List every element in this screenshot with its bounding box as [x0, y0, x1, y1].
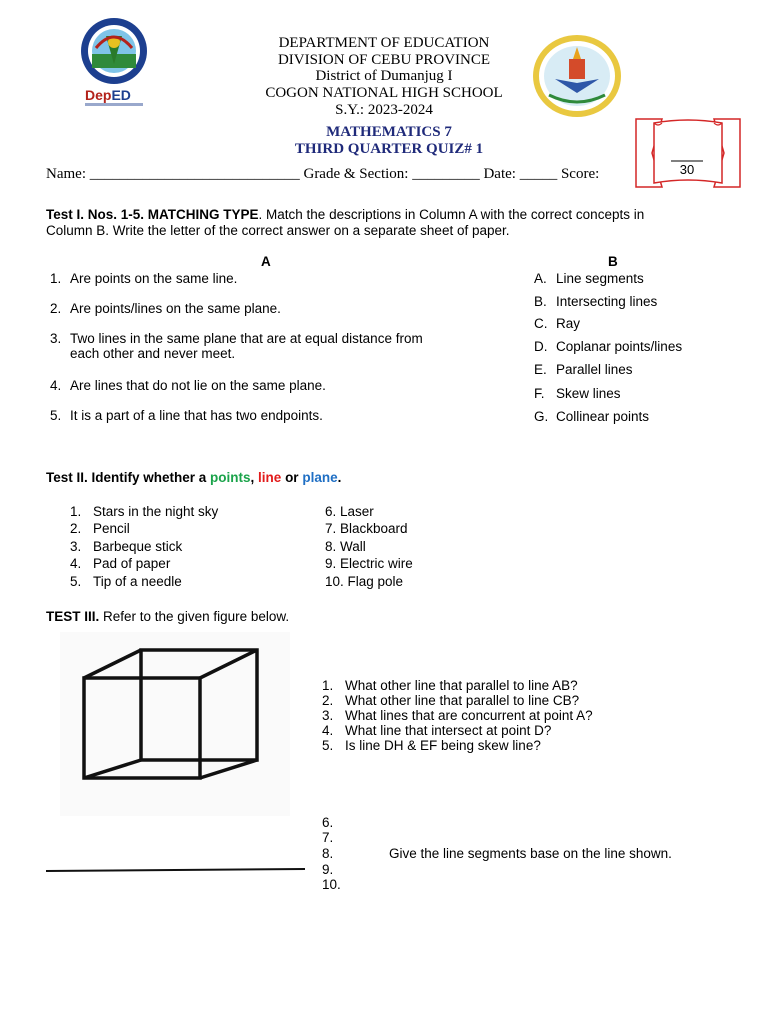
quiz-title: THIRD QUARTER QUIZ# 1: [294, 141, 484, 157]
column-a-item: 1. Are points on the same line.: [50, 271, 238, 286]
test2-item: 5. Tip of a needle: [70, 574, 182, 589]
cube-figure: [60, 632, 290, 816]
test1-instruction-part2: Column B. Write the letter of the correct answer on a separate sheet of paper.: [46, 223, 510, 238]
header-school: COGON NATIONAL HIGH SCHOOL: [265, 85, 503, 101]
answer-number: 9.: [322, 862, 334, 877]
column-a-item: 3. Two lines in the same plane that are at equal distance from: [50, 331, 423, 346]
column-b-header: B: [608, 254, 618, 269]
test2-item: 7. Blackboard: [325, 521, 408, 536]
test3-question: 5. Is line DH & EF being skew line?: [322, 738, 541, 753]
column-b-item: G. Collinear points: [534, 409, 650, 424]
column-a-header: A: [261, 254, 271, 269]
test3-question: 4. What line that intersect at point D?: [322, 723, 552, 738]
answer-number: 6.: [322, 815, 334, 830]
name-field[interactable]: ____________________________: [89, 166, 300, 182]
score-banner: [634, 117, 742, 189]
grade-section-field[interactable]: _________: [412, 166, 480, 182]
test2-item: 3. Barbeque stick: [70, 539, 183, 554]
test1-instructions: [46, 207, 736, 239]
column-a-item: 4. Are lines that do not lie on the same plane.: [50, 378, 326, 393]
test2-item: 6. Laser: [325, 504, 374, 519]
test3-question: 3. What lines that are concurrent at point A?: [322, 708, 593, 723]
score-label: Score:: [560, 166, 600, 182]
answer-number: 10.: [322, 877, 341, 892]
segment-instruction: Give the line segments base on the line shown.: [389, 846, 672, 861]
column-b-item: C. Ray: [534, 316, 581, 331]
test2-item: 10. Flag pole: [325, 574, 404, 589]
answer-number: 7.: [322, 830, 334, 845]
test3-question: 1. What other line that parallel to line AB?: [322, 678, 578, 693]
deped-logo: DepED: [85, 88, 145, 108]
test2-item: 9. Electric wire: [325, 556, 413, 571]
column-b-item: E. Parallel lines: [534, 362, 633, 377]
word-plane: plane: [302, 470, 338, 485]
test1-heading: Test I. Nos. 1-5. MATCHING TYPE: [46, 207, 259, 222]
word-points: points: [210, 470, 251, 485]
date-label: Date:: [483, 166, 516, 182]
test3-heading: TEST III.: [46, 609, 100, 624]
test3-heading-line: [46, 609, 289, 624]
word-line: line: [258, 470, 282, 485]
student-info-line: [46, 166, 599, 183]
column-b-item: F. Skew lines: [534, 386, 621, 401]
test2-heading: Test II. Identify whether a points, line or plane.: [46, 470, 342, 485]
line-figure: [46, 859, 305, 863]
subject-title: MATHEMATICS 7: [326, 124, 452, 140]
test3-question: 2. What other line that parallel to line CB?: [322, 693, 580, 708]
test3-instruction: Refer to the given figure below.: [99, 609, 290, 624]
test2-item: 8. Wall: [325, 539, 366, 554]
test2-item: 2. Pencil: [70, 521, 130, 536]
column-b-item: A. Line segments: [534, 271, 644, 286]
column-a-item: 2. Are points/lines on the same plane.: [50, 301, 281, 316]
answer-number: 8.: [322, 846, 334, 861]
column-a-item-continuation: each other and never meet.: [70, 346, 236, 361]
header-school-year: S.Y.: 2023-2024: [335, 102, 433, 118]
name-label: Name:: [46, 166, 86, 182]
test2-item: 1. Stars in the night sky: [70, 504, 219, 519]
column-b-item: B. Intersecting lines: [534, 294, 658, 309]
date-field[interactable]: _____: [519, 166, 558, 182]
header-department: DEPARTMENT OF EDUCATION: [278, 35, 490, 51]
test2-item: 4. Pad of paper: [70, 556, 171, 571]
header-district: District of Dumanjug I: [315, 68, 453, 84]
column-b-item: D. Coplanar points/lines: [534, 339, 683, 354]
column-a-item: 5. It is a part of a line that has two endpoints.: [50, 408, 323, 423]
test1-instruction-part1: . Match the descriptions in Column A with the correct concepts in: [258, 207, 645, 222]
header-division: DIVISION OF CEBU PROVINCE: [277, 52, 491, 68]
grade-section-label: Grade & Section:: [303, 166, 409, 182]
score-total: 30: [679, 162, 695, 177]
